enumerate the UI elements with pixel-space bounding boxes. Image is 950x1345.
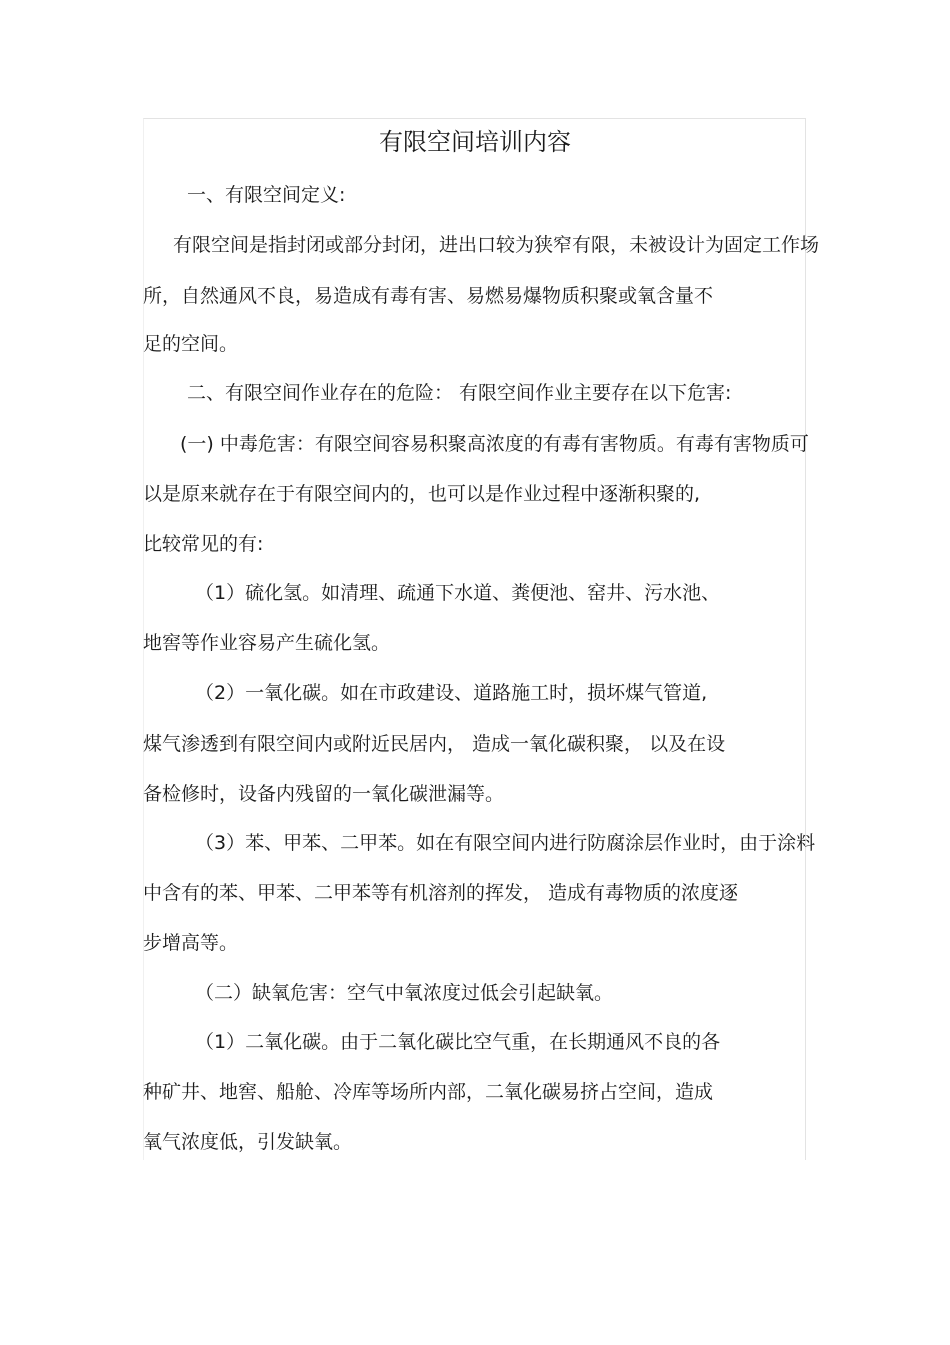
paragraph-line: 中含有的苯、甲苯、二甲苯等有机溶剂的挥发， 造成有毒物质的浓度逐: [143, 882, 739, 904]
list-item-co2: （1）二氧化碳。由于二氧化碳比空气重，在长期通风不良的各: [195, 1031, 721, 1053]
paragraph-line: 备检修时，设备内残留的一氧化碳泄漏等。: [143, 783, 505, 805]
paragraph-line: 比较常见的有:: [143, 533, 264, 555]
paragraph-line: 煤气渗透到有限空间内或附近民居内， 造成一氧化碳积聚， 以及在设: [143, 733, 726, 755]
paragraph-line: 有限空间是指封闭或部分封闭，进出口较为狭窄有限，未被设计为固定工作场: [173, 234, 820, 256]
section-heading-hazards: 二、有限空间作业存在的危险： 有限空间作业主要存在以下危害:: [187, 382, 732, 404]
section-heading-definition: 一、有限空间定义:: [187, 184, 346, 206]
paragraph-line: (一) 中毒危害：有限空间容易积聚高浓度的有毒有害物质。有毒有害物质可: [180, 433, 809, 455]
document-title: 有限空间培训内容: [379, 128, 571, 156]
paragraph-line: 种矿井、地窖、船舱、冷库等场所内部，二氧化碳易挤占空间，造成: [143, 1081, 714, 1103]
paragraph-line: 氧气浓度低，引发缺氧。: [143, 1131, 353, 1153]
paragraph-line: 以是原来就存在于有限空间内的，也可以是作业过程中逐渐积聚的,: [143, 483, 701, 505]
paragraph-line: 地窖等作业容易产生硫化氢。: [143, 632, 391, 654]
paragraph-line: 所，自然通风不良，易造成有毒有害、易燃易爆物质积聚或氧含量不: [143, 285, 714, 307]
paragraph-line: 足的空间。: [143, 333, 239, 355]
list-item-benzene: （3）苯、甲苯、二甲苯。如在有限空间内进行防腐涂层作业时，由于涂料: [195, 832, 816, 854]
section-heading-oxygen: （二）缺氧危害：空气中氧浓度过低会引起缺氧。: [195, 982, 614, 1004]
list-item-h2s: （1）硫化氢。如清理、疏通下水道、粪便池、窑井、污水池、: [195, 582, 721, 604]
list-item-co: （2）一氧化碳。如在市政建设、道路施工时，损坏煤气管道,: [195, 682, 708, 704]
paragraph-line: 步增高等。: [143, 932, 239, 954]
